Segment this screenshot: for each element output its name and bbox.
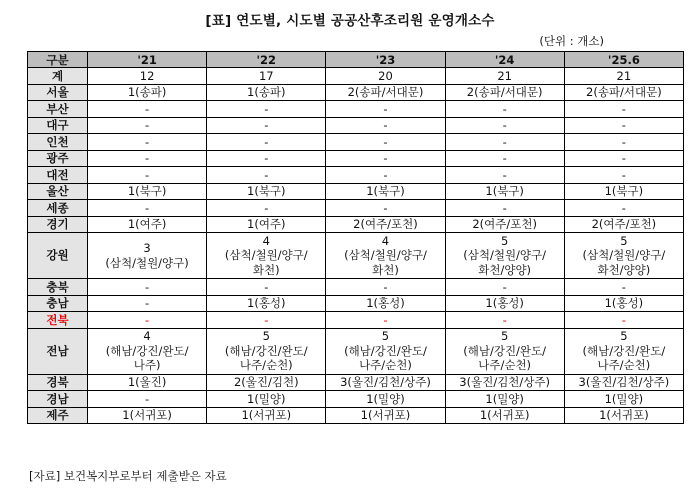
cell-line: 1(서귀포) [479, 408, 530, 422]
cell-line: - [383, 101, 388, 116]
cell-line: - [502, 101, 507, 116]
table-cell [326, 295, 445, 312]
table-cell [326, 200, 445, 217]
table-cell [564, 279, 683, 296]
row-label: 경남 [28, 391, 88, 408]
cell-line: (해남/강진/완도/ [344, 343, 427, 358]
facility-table [27, 51, 684, 424]
table-body [28, 68, 684, 424]
table-title: [표] 연도별, 시도별 공공산후조리원 운영개소수 [205, 13, 495, 29]
cell-line: 나주/순천) [597, 358, 651, 373]
cell-line: - [383, 151, 388, 165]
cell-line: 1(밀양) [485, 391, 524, 406]
table-cell [207, 391, 326, 408]
table-row [28, 101, 684, 118]
unit-note: (단위 : 개소) [539, 34, 604, 48]
cell-line: - [383, 312, 388, 327]
table-row [28, 279, 684, 296]
table-cell [326, 84, 445, 101]
table-cell [564, 150, 683, 167]
table-row [28, 312, 684, 329]
table-cell [564, 233, 683, 279]
cell-line: (삼척/철원/양구/ [582, 248, 666, 263]
table-cell [445, 328, 564, 374]
table-cell [564, 295, 683, 312]
cell-line: 1(밀양) [247, 391, 286, 406]
cell-line: - [145, 134, 150, 149]
cell-line: - [621, 134, 626, 149]
table-cell [88, 295, 207, 312]
cell-line: 12 [139, 68, 155, 83]
table-cell [445, 167, 564, 184]
table-cell [564, 374, 683, 391]
table-cell [564, 328, 683, 374]
cell-line: 1(홍성) [604, 296, 644, 310]
cell-line: - [502, 200, 507, 215]
table-cell [564, 84, 683, 101]
row-label: 울산 [28, 183, 88, 200]
header-cell: '24 [445, 52, 564, 68]
table-cell [445, 150, 564, 167]
table-cell [207, 407, 326, 424]
cell-line: 5 [381, 329, 390, 344]
cell-line: - [621, 279, 626, 294]
table-cell [207, 183, 326, 200]
table-cell [88, 216, 207, 233]
table-cell [445, 68, 564, 85]
table-cell [207, 295, 326, 312]
table-cell [445, 117, 564, 134]
cell-line: - [502, 167, 507, 182]
cell-line: - [621, 101, 626, 116]
cell-line: - [621, 118, 626, 132]
table-cell [564, 216, 683, 233]
table-cell [564, 167, 683, 184]
cell-line: (삼척/철원/양구/ [463, 248, 547, 263]
table-cell [326, 183, 445, 200]
row-label: 경북 [28, 374, 88, 391]
table-cell [326, 150, 445, 167]
source-note: [자료] 보건복지부로부터 제출받은 자료 [29, 469, 227, 483]
cell-line: 1(북구) [366, 184, 405, 198]
table-cell [326, 233, 445, 279]
table-row [28, 117, 684, 134]
cell-line: - [502, 151, 507, 165]
cell-line: 화천/양양) [597, 262, 651, 277]
cell-line: - [264, 118, 269, 132]
cell-line: - [621, 200, 626, 215]
cell-line: - [145, 312, 150, 327]
table-cell [564, 101, 683, 118]
cell-line: 1(여주) [247, 217, 286, 231]
table-cell [564, 391, 683, 408]
cell-line: 3 [143, 241, 151, 255]
cell-line: 1(북구) [485, 184, 524, 198]
cell-line: - [264, 312, 269, 327]
table-cell [207, 117, 326, 134]
table-cell [326, 117, 445, 134]
cell-line: 2(여주/포천) [472, 217, 537, 231]
cell-line: - [502, 279, 507, 294]
cell-line: 2(송파/서대문) [586, 85, 662, 99]
table-cell [445, 101, 564, 118]
row-label: 전남 [28, 328, 88, 374]
table-cell [445, 134, 564, 151]
table-row [28, 295, 684, 312]
table-cell [326, 279, 445, 296]
row-label: 계 [28, 68, 88, 85]
table-cell [88, 117, 207, 134]
cell-line: 1(송파) [247, 85, 286, 99]
cell-line: 1(북구) [127, 184, 167, 198]
row-label: 충남 [28, 295, 88, 312]
table-cell [88, 407, 207, 424]
cell-line: 1(홍성) [366, 296, 405, 310]
table-cell [207, 233, 326, 279]
cell-line: - [145, 296, 150, 310]
table-cell [326, 374, 445, 391]
cell-line: 화천/양양) [478, 262, 532, 277]
row-label: 전북 [28, 312, 88, 329]
table-cell [88, 84, 207, 101]
table-row [28, 134, 684, 151]
row-label: 광주 [28, 150, 88, 167]
table-cell [88, 233, 207, 279]
header-cell: 구분 [28, 52, 88, 68]
cell-line: (삼척/철원/양구/ [344, 248, 427, 263]
table-row [28, 68, 684, 85]
table-cell [445, 84, 564, 101]
cell-line: 1(서귀포) [599, 408, 649, 422]
cell-line: 3(울진/김천/상주) [340, 375, 431, 389]
cell-line: 1(서귀포) [241, 408, 292, 422]
cell-line: 나주/순천) [239, 358, 293, 373]
table-cell [326, 167, 445, 184]
table-cell [88, 101, 207, 118]
cell-line: - [502, 134, 507, 149]
cell-line: 3(울진/김천/상주) [578, 375, 670, 389]
cell-line: 1(울진) [127, 375, 167, 389]
table-cell [326, 328, 445, 374]
table-cell [445, 312, 564, 329]
table-row [28, 150, 684, 167]
cell-line: (삼척/철원/양구) [105, 255, 189, 270]
table-cell [207, 374, 326, 391]
table-cell [326, 68, 445, 85]
cell-line: 21 [616, 68, 632, 83]
header-cell: '22 [207, 52, 326, 68]
table-row [28, 167, 684, 184]
table-cell [445, 216, 564, 233]
table-cell [88, 374, 207, 391]
table-cell [88, 134, 207, 151]
row-label: 대구 [28, 117, 88, 134]
table-cell [88, 200, 207, 217]
cell-line: - [145, 200, 150, 215]
table-cell [326, 134, 445, 151]
cell-line: 5 [500, 329, 509, 344]
row-label: 세종 [28, 200, 88, 217]
table-cell [564, 117, 683, 134]
row-label: 인천 [28, 134, 88, 151]
header-row [28, 52, 684, 68]
cell-line: - [621, 151, 626, 165]
cell-line: 1(서귀포) [122, 408, 172, 422]
table-row [28, 183, 684, 200]
cell-line: 4 [381, 233, 390, 248]
table-cell [207, 134, 326, 151]
table-cell [207, 101, 326, 118]
cell-line: (해남/강진/완도/ [463, 343, 547, 358]
cell-line: - [383, 118, 388, 132]
table-cell [564, 407, 683, 424]
table-cell [207, 150, 326, 167]
row-label: 서울 [28, 84, 88, 101]
cell-line: - [502, 118, 507, 132]
table-row [28, 200, 684, 217]
cell-line: - [621, 312, 626, 327]
cell-line: 1(송파) [127, 85, 167, 99]
table-cell [207, 328, 326, 374]
table-cell [564, 68, 683, 85]
table-cell [207, 216, 326, 233]
cell-line: (해남/강진/완도/ [105, 343, 189, 358]
table-row [28, 84, 684, 101]
cell-line: - [621, 167, 626, 182]
cell-line: 5 [500, 233, 509, 248]
cell-line: 2(여주/포천) [591, 217, 657, 231]
table-row [28, 233, 684, 279]
cell-line: - [145, 151, 150, 165]
cell-line: 1(북구) [247, 184, 286, 198]
cell-line: - [145, 279, 150, 294]
table-cell [88, 391, 207, 408]
table-row [28, 374, 684, 391]
cell-line: 2(여주/포천) [353, 217, 418, 231]
table-cell [564, 134, 683, 151]
table-cell [207, 200, 326, 217]
table-cell [207, 167, 326, 184]
row-label: 강원 [28, 233, 88, 279]
cell-line: - [502, 312, 507, 327]
table-cell [564, 200, 683, 217]
cell-line: 5 [262, 329, 270, 344]
cell-line: (해남/강진/완도/ [582, 343, 666, 358]
table-cell [88, 328, 207, 374]
table-cell [326, 216, 445, 233]
cell-line: - [145, 391, 150, 406]
cell-line: - [145, 101, 150, 116]
cell-line: 나주) [133, 358, 161, 373]
cell-line: 1(밀양) [604, 391, 644, 406]
cell-line: 나주/순천) [478, 358, 532, 373]
cell-line: - [264, 167, 269, 182]
cell-line: 1(여주) [127, 217, 167, 231]
cell-line: 1(홍성) [247, 296, 286, 310]
table-cell [88, 150, 207, 167]
cell-line: 4 [262, 233, 270, 248]
table-cell [445, 295, 564, 312]
table-row [28, 407, 684, 424]
row-label: 경기 [28, 216, 88, 233]
table-row [28, 216, 684, 233]
cell-line: 4 [143, 329, 151, 344]
header-cell: '23 [326, 52, 445, 68]
cell-line: 화천) [372, 262, 399, 277]
cell-line: 3(울진/김천/상주) [459, 375, 550, 389]
row-label: 부산 [28, 101, 88, 118]
table-row [28, 391, 684, 408]
cell-line: 1(홍성) [485, 296, 524, 310]
table-cell [88, 167, 207, 184]
cell-line: 5 [620, 233, 628, 248]
cell-line: 2(울진/김천) [233, 375, 299, 389]
cell-line: - [264, 279, 269, 294]
table-cell [207, 68, 326, 85]
cell-line: - [383, 200, 388, 215]
cell-line: 20 [378, 68, 393, 83]
table-cell [207, 84, 326, 101]
table-cell [207, 279, 326, 296]
table-cell [564, 183, 683, 200]
table-cell [88, 279, 207, 296]
cell-line: 2(송파/서대문) [347, 85, 424, 99]
table-cell [326, 101, 445, 118]
cell-line: - [264, 151, 269, 165]
cell-line: - [383, 279, 388, 294]
table-cell [445, 183, 564, 200]
cell-line: - [383, 134, 388, 149]
table-cell [326, 391, 445, 408]
table-row [28, 328, 684, 374]
table-cell [88, 312, 207, 329]
header-cell: '25.6 [564, 52, 683, 68]
table-cell [564, 312, 683, 329]
table-cell [326, 407, 445, 424]
cell-line: 1(서귀포) [360, 408, 411, 422]
table-cell [445, 233, 564, 279]
cell-line: 1(북구) [604, 184, 644, 198]
cell-line: - [145, 118, 150, 132]
table-cell [445, 407, 564, 424]
table-cell [207, 312, 326, 329]
cell-line: (해남/강진/완도/ [224, 343, 308, 358]
table-cell [88, 183, 207, 200]
cell-line: 17 [258, 68, 274, 83]
row-label: 대전 [28, 167, 88, 184]
cell-line: - [264, 101, 269, 116]
table-cell [445, 200, 564, 217]
table-cell [445, 374, 564, 391]
table-cell [445, 279, 564, 296]
cell-line: 1(밀양) [366, 391, 405, 406]
cell-line: - [264, 134, 269, 149]
cell-line: 나주/순천) [359, 358, 412, 373]
cell-line: (삼척/철원/양구/ [224, 248, 308, 263]
cell-line: 화천) [252, 262, 280, 277]
cell-line: 21 [497, 68, 512, 83]
row-label: 충북 [28, 279, 88, 296]
row-label: 제주 [28, 407, 88, 424]
table-cell [88, 68, 207, 85]
header-cell: '21 [88, 52, 207, 68]
cell-line: 5 [620, 329, 628, 344]
cell-line: - [264, 200, 269, 215]
table-cell [445, 391, 564, 408]
cell-line: - [383, 167, 388, 182]
cell-line: - [145, 167, 150, 182]
cell-line: 2(송파/서대문) [466, 85, 543, 99]
table-cell [326, 312, 445, 329]
